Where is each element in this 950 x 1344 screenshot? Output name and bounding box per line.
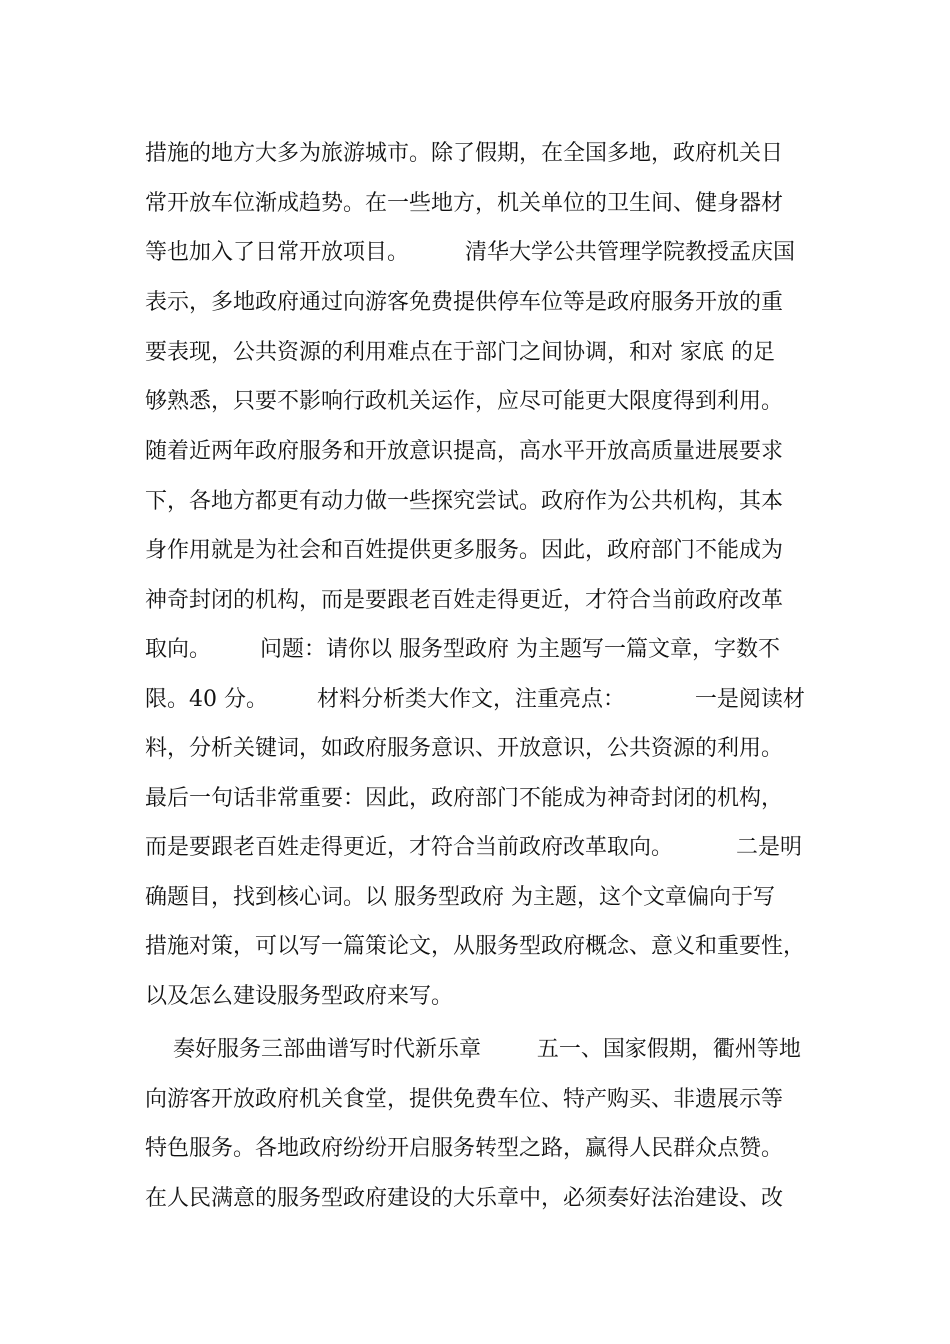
text-line: 而是要跟老百姓走得更近，才符合当前政府改革取向。 二是明 (145, 835, 802, 860)
text-line: 神奇封闭的机构，而是要跟老百姓走得更近，才符合当前政府改革 (145, 588, 784, 613)
text-line: 在人民满意的服务型政府建设的大乐章中，必须奏好法治建设、改 (145, 1186, 784, 1211)
text-line: 够熟悉，只要不影响行政机关运作，应尽可能更大限度得到利用。 (145, 389, 784, 414)
text-line: 奏好服务三部曲谱写时代新乐章 五一、国家假期，衢州等地 (145, 1037, 801, 1062)
text-line: 最后一句话非常重要：因此，政府部门不能成为神奇封闭的机构， (145, 786, 784, 811)
text-line: 表示，多地政府通过向游客免费提供停车位等是政府服务开放的重 (145, 290, 784, 315)
text-line: 料，分析关键词，如政府服务意识、开放意识，公共资源的利用。 (145, 736, 784, 761)
text-line: 措施对策，可以写一篇策论文，从服务型政府概念、意义和重要性， (145, 934, 806, 959)
text-line: 向游客开放政府机关食堂，提供免费车位、特产购买、非遗展示等 (145, 1087, 784, 1112)
text-line: 随着近两年政府服务和开放意识提高，高水平开放高质量进展要求 (145, 439, 784, 464)
text-line: 常开放车位渐成趋势。在一些地方，机关单位的卫生间、健身器材 (145, 191, 784, 216)
text-line: 取向。 问题：请你以 服务型政府 为主题写一篇文章，字数不 (145, 637, 780, 662)
text-line: 措施的地方大多为旅游城市。除了假期，在全国多地，政府机关日 (145, 141, 784, 166)
text-line: 确题目，找到核心词。以 服务型政府 为主题，这个文章偏向于写 (145, 885, 775, 910)
text-line: 下，各地方都更有动力做一些探究尝试。政府作为公共机构，其本 (145, 489, 784, 514)
text-line: 以及怎么建设服务型政府来写。 (145, 984, 454, 1009)
text-line: 特色服务。各地政府纷纷开启服务转型之路，赢得人民群众点赞。 (145, 1136, 784, 1161)
text-line: 等也加入了日常开放项目。 清华大学公共管理学院教授孟庆国 (145, 240, 795, 265)
text-line: 要表现，公共资源的利用难点在于部门之间协调，和对 家底 的足 (145, 340, 775, 365)
text-line: 身作用就是为社会和百姓提供更多服务。因此，政府部门不能成为 (145, 538, 784, 563)
text-line: 限。40 分。 材料分析类大作文，注重亮点： 一是阅读材 (145, 687, 805, 712)
